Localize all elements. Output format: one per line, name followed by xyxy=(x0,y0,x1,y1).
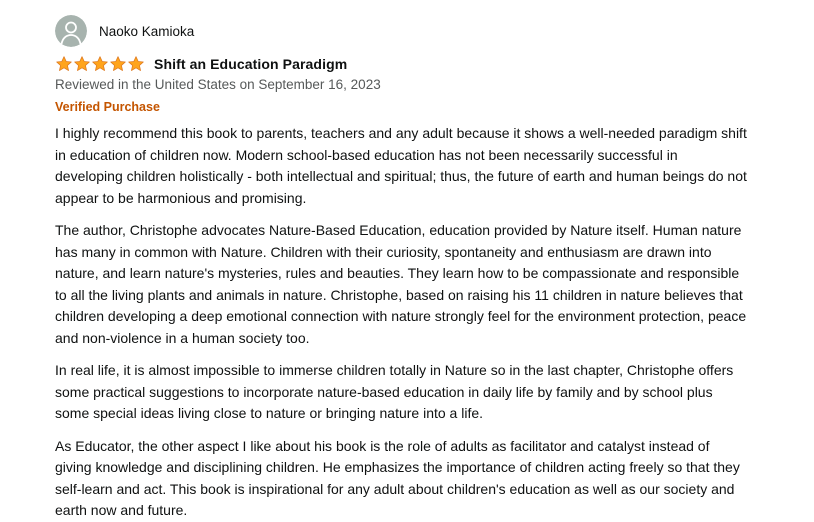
review-paragraph: The author, Christophe advocates Nature-Based Education, education provided by Nature itself. Human nature has many in common with Nature. Children with their curiosity, spontaneity and enthusiasm are drawn into nature, and learn nature's mysteries, rules and beauties. They learn how to be compassionate and responsible to all the living plants and animals in nature. Christophe, based on raising his 11 children in nature believes that children developing a deep emotional connection with nature strongly feel for the environment protection, peace and non-violence in a human society too. xyxy=(55,222,747,346)
review-paragraph: In real life, it is almost impossible to immerse children totally in Nature so in the last chapter, Christophe offers some practical suggestions to incorporate nature-based education in daily life by family and by school plus some special ideas living close to nature or bringing nature into a life. xyxy=(55,362,734,421)
reviewer-name: Naoko Kamioka xyxy=(99,23,195,39)
review-date: Reviewed in the United States on September 16, 2023 xyxy=(55,77,381,92)
star-icon xyxy=(73,55,91,73)
star-rating xyxy=(55,55,145,73)
reviewer-profile-link[interactable] xyxy=(55,15,747,47)
star-icon xyxy=(109,55,127,73)
profile-person-icon xyxy=(55,15,87,47)
star-icon xyxy=(127,55,145,73)
review-paragraph: I highly recommend this book to parents, teachers and any adult because it shows a well-needed paradigm shift in education of children now. Modern school-based education has not been necessarily successful in developing children holistically - both intellectual and spiritual; thus, the future of earth and human beings do not appear to be harmonious and promising. xyxy=(55,125,747,206)
verified-purchase-badge[interactable]: Verified Purchase xyxy=(55,100,160,114)
star-icon xyxy=(55,55,73,73)
star-icon xyxy=(91,55,109,73)
review-body xyxy=(55,123,747,522)
review-paragraph: As Educator, the other aspect I like about his book is the role of adults as facilitator and catalyst instead of giving knowledge and disciplining children. He emphasizes the importance of children acting freely so that they self-learn and act. This book is inspirational for any adult about children's education as well as our society and earth now and future. xyxy=(55,437,740,518)
review-title-link[interactable] xyxy=(55,55,747,73)
review-title: Shift an Education Paradigm xyxy=(154,56,348,72)
